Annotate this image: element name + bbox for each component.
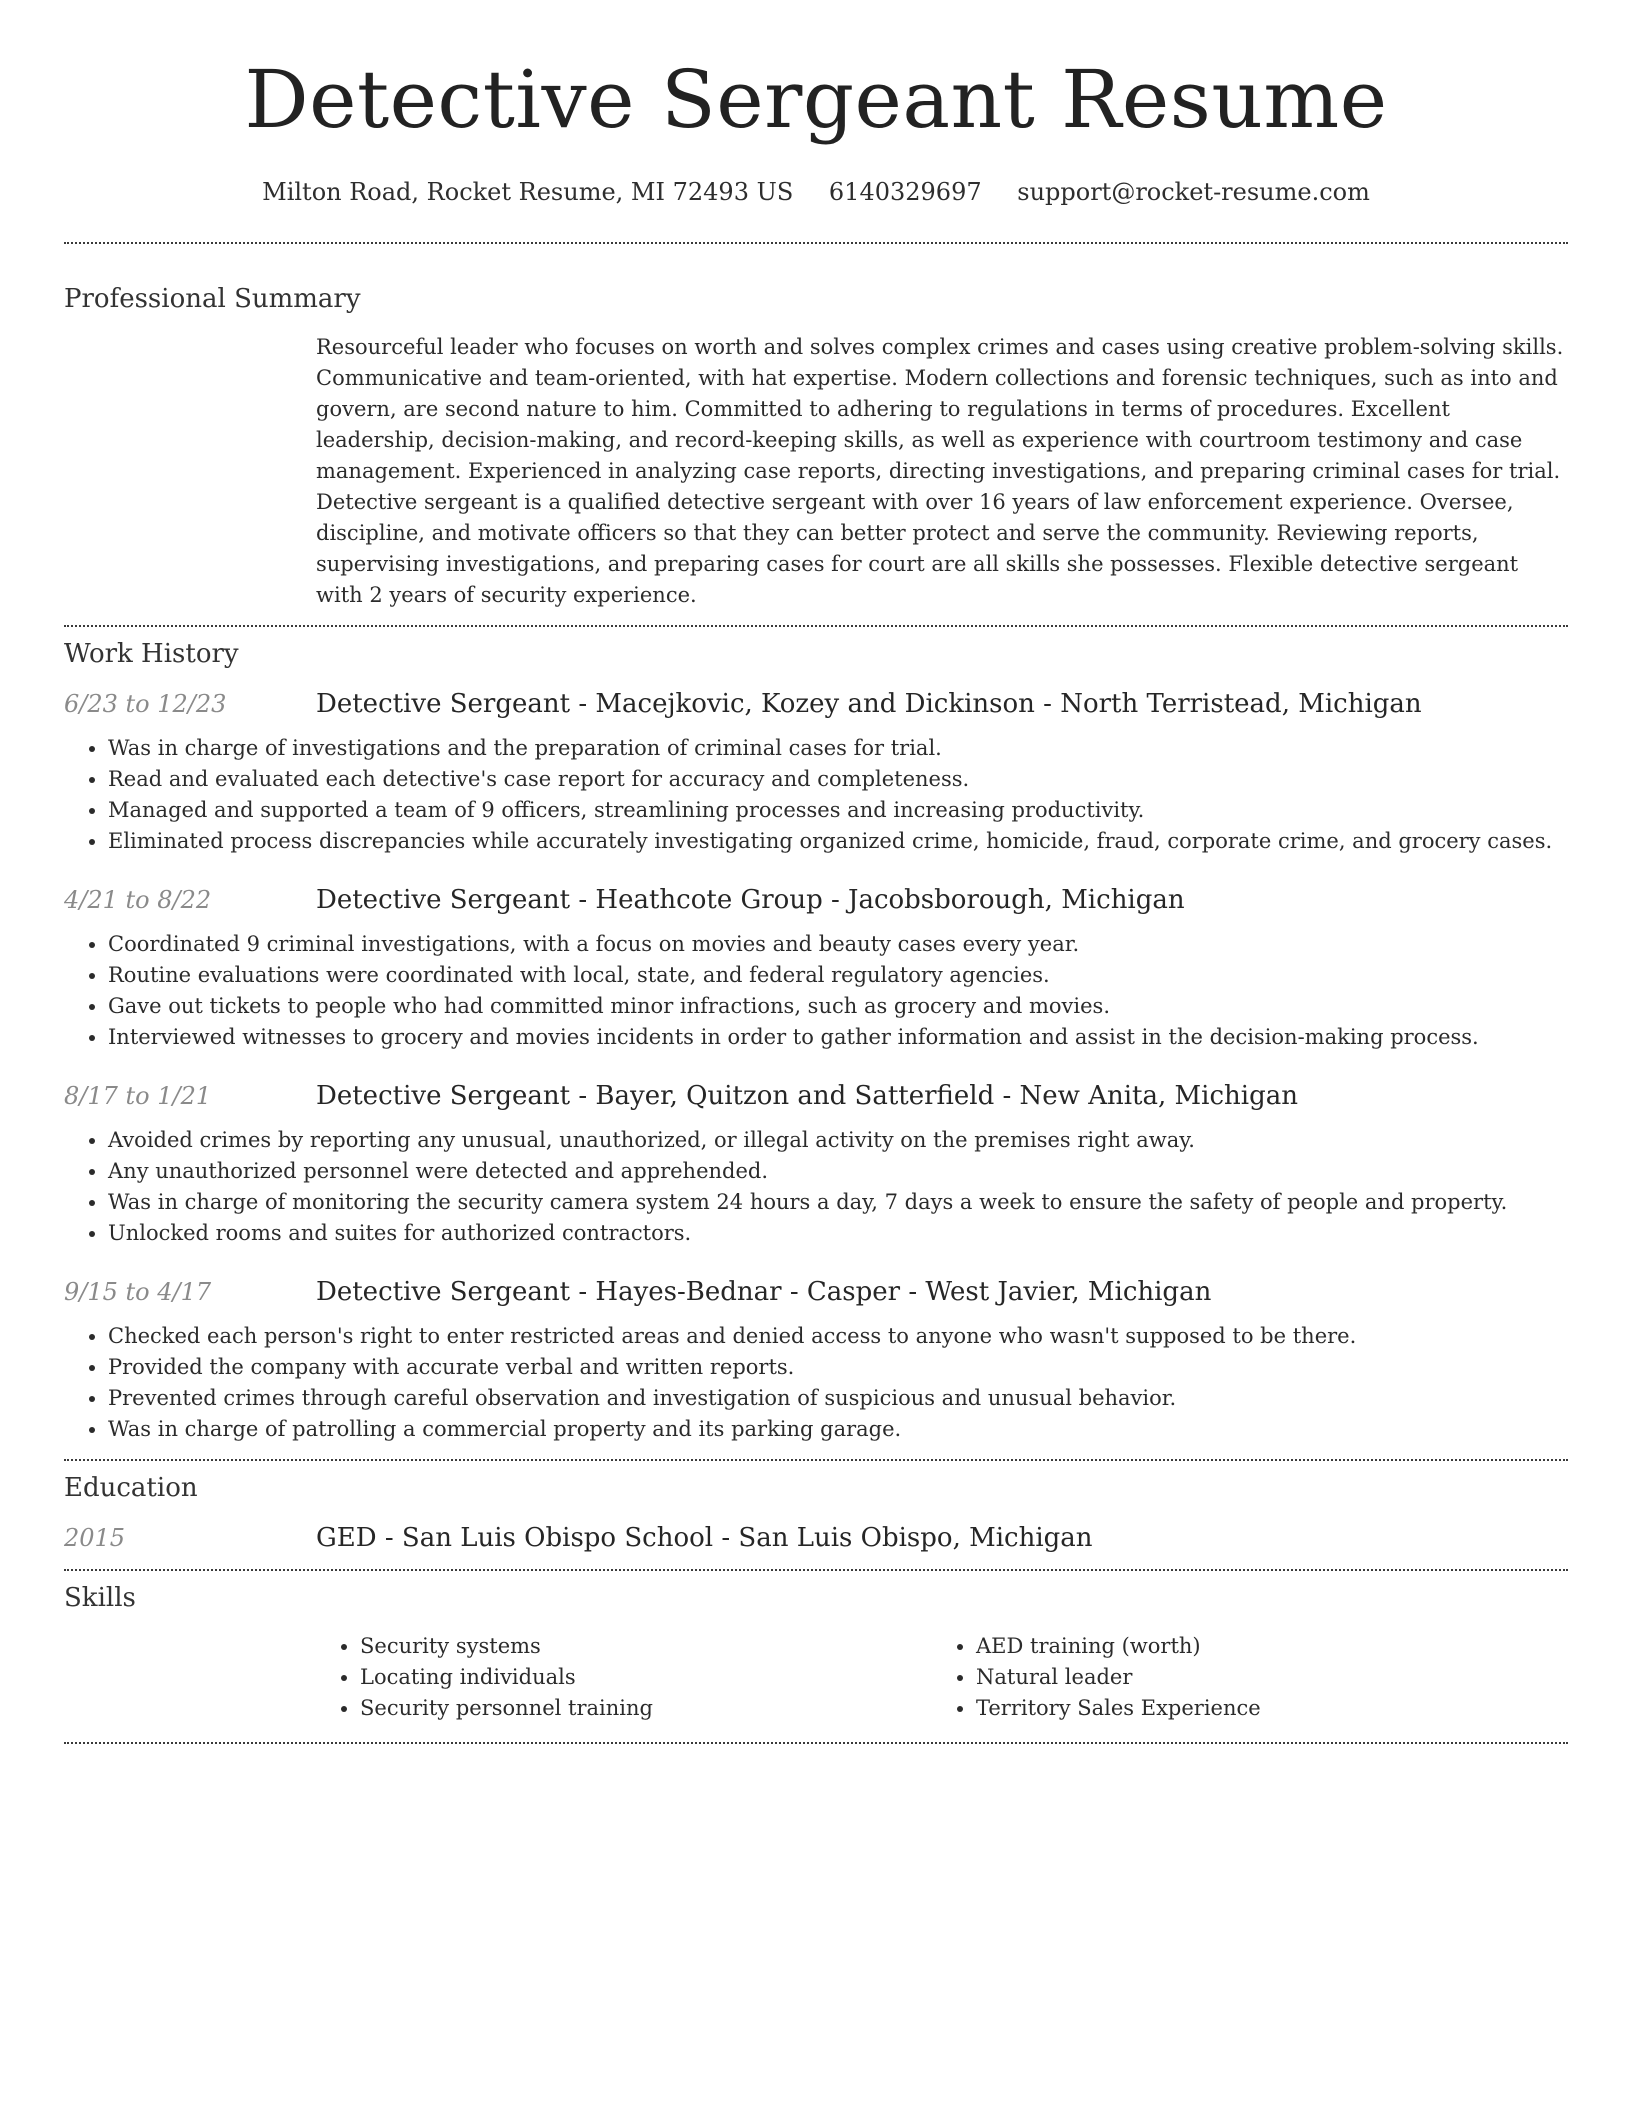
education-degree: GED - San Luis Obispo School - San Luis Obispo, Michigan: [316, 1523, 1093, 1553]
job-title: Detective Sergeant - Bayer, Quitzon and Satterfield - New Anita, Michigan: [316, 1081, 1298, 1111]
job-dates: 8/17 to 1/21: [64, 1082, 212, 1110]
job-entry: [64, 885, 1568, 1053]
list-item: • Managed and supported a team of 9 officers, streamlining processes and increasing productivity.: [108, 795, 1568, 826]
list-item: • Avoided crimes by reporting any unusual, unauthorized, or illegal activity on the premises right away.: [108, 1125, 1568, 1156]
education-year: 2015: [64, 1524, 126, 1552]
list-item: • AED training (worth): [976, 1631, 1548, 1662]
skills-column-left: [316, 1631, 932, 1724]
divider: [64, 625, 1568, 627]
job-dates: 6/23 to 12/23: [64, 690, 227, 718]
list-item: • Routine evaluations were coordinated with local, state, and federal regulatory agencies.: [108, 960, 1568, 991]
list-item: • Territory Sales Experience: [976, 1693, 1548, 1724]
contact-phone: 6140329697: [828, 178, 982, 206]
section-heading-education: Education: [64, 1473, 198, 1503]
divider: [64, 1742, 1568, 1744]
job-bullets: [64, 929, 1568, 1053]
resume-title: Detective Sergeant Resume: [244, 53, 1388, 146]
contact-line: [64, 178, 1568, 206]
job-title: Detective Sergeant - Macejkovic, Kozey and Dickinson - North Terristead, Michigan: [316, 689, 1422, 719]
list-item: • Read and evaluated each detective's case report for accuracy and completeness.: [108, 764, 1568, 795]
list-item: • Was in charge of monitoring the security camera system 24 hours a day, 7 days a week to ensure the safety of people and property.: [108, 1187, 1568, 1218]
skills-list-right: [932, 1631, 1548, 1724]
list-item: • Coordinated 9 criminal investigations, with a focus on movies and beauty cases every year.: [108, 929, 1568, 960]
list-item: • Security systems: [360, 1631, 932, 1662]
list-item: • Any unauthorized personnel were detected and apprehended.: [108, 1156, 1568, 1187]
list-item: • Locating individuals: [360, 1662, 932, 1693]
education-entry: [64, 1523, 1568, 1553]
job-title: Detective Sergeant - Heathcote Group - Jacobsborough, Michigan: [316, 885, 1185, 915]
list-item: • Checked each person's right to enter restricted areas and denied access to anyone who wasn't supposed to be there.: [108, 1321, 1568, 1352]
job-bullets: [64, 1321, 1568, 1445]
skills-grid: [316, 1631, 1568, 1724]
list-item: • Was in charge of investigations and the preparation of criminal cases for trial.: [108, 733, 1568, 764]
skills-column-right: [932, 1631, 1548, 1724]
contact-email: support@rocket-resume.com: [1017, 178, 1370, 206]
job-bullets: [64, 733, 1568, 857]
list-item: • Security personnel training: [360, 1693, 932, 1724]
job-bullets: [64, 1125, 1568, 1249]
job-dates: 4/21 to 8/22: [64, 886, 212, 914]
list-item: • Was in charge of patrolling a commercial property and its parking garage.: [108, 1414, 1568, 1445]
list-item: • Provided the company with accurate verbal and written reports.: [108, 1352, 1568, 1383]
divider: [64, 1459, 1568, 1461]
section-heading-skills: Skills: [64, 1583, 136, 1613]
skills-list-left: [316, 1631, 932, 1724]
section-heading-summary: Professional Summary: [64, 284, 361, 314]
section-heading-work-history: Work History: [64, 639, 239, 669]
divider: [64, 1569, 1568, 1571]
job-entry: [64, 689, 1568, 857]
divider: [64, 242, 1568, 244]
job-entry: [64, 1081, 1568, 1249]
list-item: • Interviewed witnesses to grocery and movies incidents in order to gather information and assist in the decision-making process.: [108, 1022, 1568, 1053]
list-item: • Gave out tickets to people who had committed minor infractions, such as grocery and movies.: [108, 991, 1568, 1022]
list-item: • Natural leader: [976, 1662, 1548, 1693]
job-entry: [64, 1277, 1568, 1445]
list-item: • Eliminated process discrepancies while accurately investigating organized crime, homicide, fraud, corporate crime, and grocery cases.: [108, 826, 1568, 857]
job-title: Detective Sergeant - Hayes-Bednar - Casper - West Javier, Michigan: [316, 1277, 1212, 1307]
list-item: • Prevented crimes through careful observation and investigation of suspicious and unusual behavior.: [108, 1383, 1568, 1414]
contact-address: Milton Road, Rocket Resume, MI 72493 US: [262, 178, 794, 206]
summary-text: Resourceful leader who focuses on worth and solves complex crimes and cases using creative problem-solving skills. Communicative and team-oriented, with hat expertise. Modern collections and forensic techniques, such as into and govern, are second nature to him. Committed to adhering to regulations in terms of procedures. Excellent leadership, decision-making, and record-keeping skills, as well as experience with courtroom testimony and case management. Experienced in analyzing case reports, directing investigations, and preparing criminal cases for trial. Detective sergeant is a qualified detective sergeant with over 16 years of law enforcement experience. Oversee, discipline, and motivate officers so that they can better protect and serve the community. Reviewing reports, supervising investigations, and preparing cases for court are all skills she possesses. Flexible detective sergeant with 2 years of security experience.: [316, 335, 1564, 607]
job-dates: 9/15 to 4/17: [64, 1278, 212, 1306]
list-item: • Unlocked rooms and suites for authorized contractors.: [108, 1218, 1568, 1249]
